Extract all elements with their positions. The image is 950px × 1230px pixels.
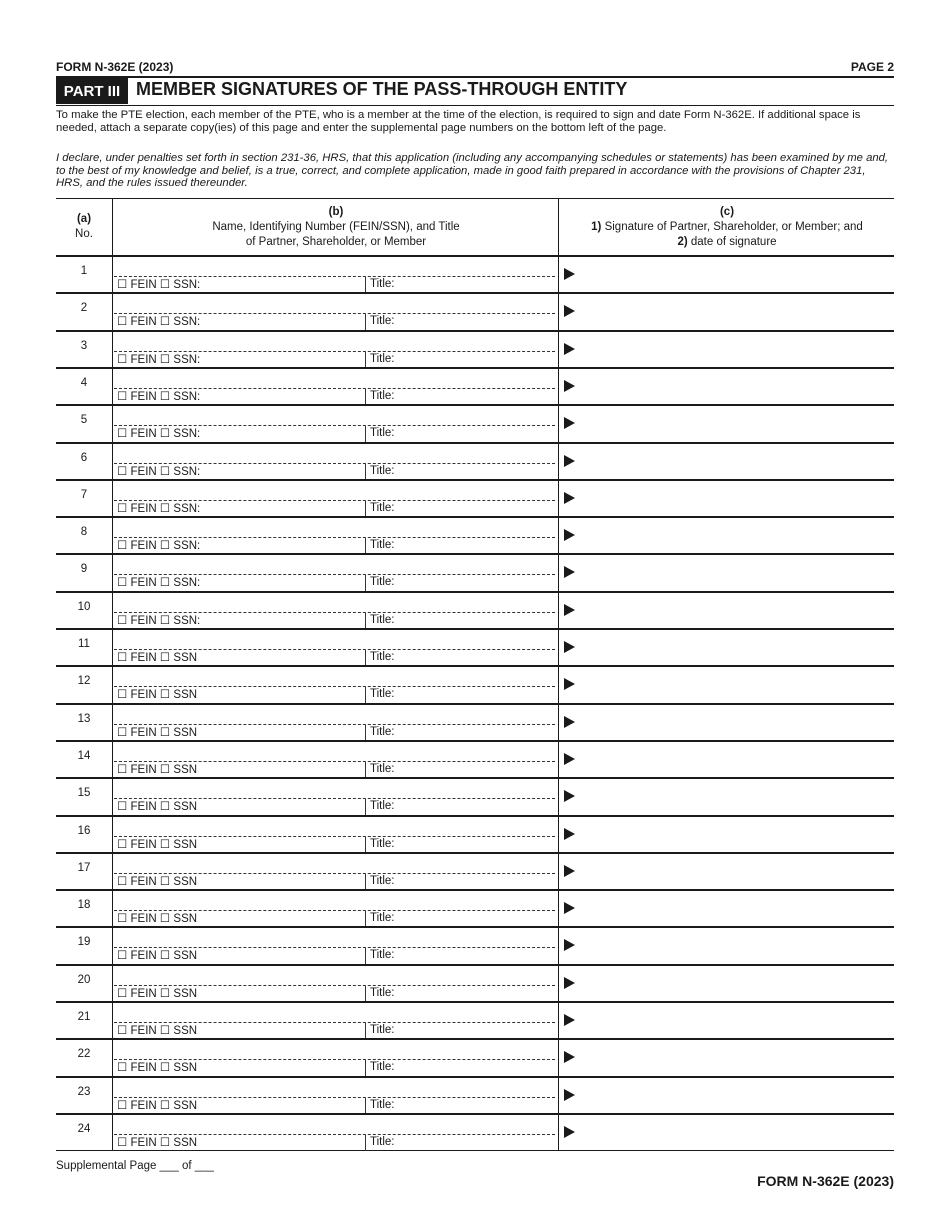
- id-title-divider: [365, 575, 366, 591]
- id-title-divider: [365, 1060, 366, 1076]
- fein-ssn-checkboxes[interactable]: ☐ FEIN ☐ SSN: [117, 838, 198, 851]
- row-number: 21: [77, 1011, 91, 1023]
- page-header: [56, 60, 894, 74]
- column-c-line2: 2) date of signature: [677, 235, 777, 248]
- column-header-b: [114, 199, 558, 255]
- signature-arrow-icon: [564, 343, 575, 355]
- table-row: [56, 479, 894, 516]
- row-number: 14: [77, 749, 91, 762]
- row-number: 13: [77, 712, 91, 725]
- title-field[interactable]: Title:: [370, 613, 395, 626]
- title-field[interactable]: Title:: [370, 1024, 395, 1036]
- signature-arrow-icon: [564, 417, 575, 429]
- signature-arrow-icon: [564, 604, 575, 616]
- column-b-line2: of Partner, Shareholder, or Member: [245, 235, 427, 248]
- title-field[interactable]: Title:: [370, 352, 395, 365]
- title-field[interactable]: Title:: [370, 725, 395, 738]
- header-rule: [56, 76, 894, 78]
- column-a-letter: (a): [76, 213, 92, 225]
- id-title-divider: [365, 762, 366, 778]
- fein-ssn-checkboxes[interactable]: ☐ FEIN ☐ SSN: [117, 763, 198, 776]
- title-field[interactable]: Title:: [370, 539, 395, 552]
- row-number: 1: [80, 265, 88, 277]
- id-title-divider: [365, 874, 366, 890]
- table-row: [56, 740, 894, 777]
- table-row: [56, 516, 894, 553]
- id-title-divider: [365, 389, 366, 405]
- table-row: [56, 330, 894, 367]
- title-field[interactable]: Title:: [370, 1061, 395, 1074]
- row-number: 6: [80, 451, 88, 464]
- fein-ssn-checkboxes[interactable]: ☐ FEIN ☐ SSN:: [117, 390, 201, 403]
- signature-arrow-icon: [564, 939, 575, 951]
- signature-arrow-icon: [564, 641, 575, 653]
- column-b-letter: (b): [328, 205, 344, 218]
- table-row: [56, 1113, 894, 1150]
- fein-ssn-checkboxes[interactable]: ☐ FEIN ☐ SSN: [117, 801, 198, 814]
- id-title-divider: [365, 501, 366, 517]
- signature-arrow-icon: [564, 380, 575, 392]
- signature-arrow-icon: [564, 529, 575, 541]
- row-number: 18: [77, 899, 91, 912]
- row-number: 5: [80, 414, 88, 427]
- signature-table: [56, 198, 894, 1151]
- id-title-divider: [365, 911, 366, 927]
- row-number: 8: [80, 526, 88, 539]
- fein-ssn-checkboxes[interactable]: ☐ FEIN ☐ SSN:: [117, 614, 201, 627]
- column-c-letter: (c): [719, 205, 735, 218]
- fein-ssn-checkboxes[interactable]: ☐ FEIN ☐ SSN:: [117, 279, 201, 291]
- signature-arrow-icon: [564, 977, 575, 989]
- signature-arrow-icon: [564, 1051, 575, 1063]
- title-field[interactable]: Title:: [370, 874, 395, 887]
- title-field[interactable]: Title:: [370, 278, 395, 290]
- footer-form-id: FORM N-362E (2023): [757, 1173, 894, 1189]
- signature-arrow-icon: [564, 305, 575, 317]
- row-number: 2: [80, 302, 88, 315]
- form-id: FORM N-362E (2023): [56, 60, 174, 74]
- fein-ssn-checkboxes[interactable]: ☐ FEIN ☐ SSN:: [117, 465, 201, 478]
- row-number: 24: [77, 1122, 91, 1135]
- fein-ssn-checkboxes[interactable]: ☐ FEIN ☐ SSN: [117, 1062, 198, 1075]
- table-row: [56, 852, 894, 889]
- fein-ssn-checkboxes[interactable]: ☐ FEIN ☐ SSN:: [117, 577, 201, 590]
- signature-arrow-icon: [564, 268, 575, 280]
- fein-ssn-checkboxes[interactable]: ☐ FEIN ☐ SSN: [117, 1099, 198, 1112]
- column-c-line1: 1) Signature of Partner, Shareholder, or Member; and: [591, 220, 863, 233]
- table-row: [56, 1001, 894, 1038]
- fein-ssn-checkboxes[interactable]: ☐ FEIN ☐ SSN: [117, 875, 198, 888]
- fein-ssn-checkboxes[interactable]: ☐ FEIN ☐ SSN: [117, 1025, 198, 1037]
- table-row: [56, 1076, 894, 1113]
- id-title-divider: [365, 426, 366, 442]
- id-title-divider: [365, 948, 366, 964]
- page-number: PAGE 2: [850, 60, 894, 74]
- fein-ssn-checkboxes[interactable]: ☐ FEIN ☐ SSN:: [117, 428, 201, 441]
- title-field[interactable]: Title:: [370, 949, 395, 962]
- id-title-divider: [365, 650, 366, 666]
- signature-arrow-icon: [564, 1126, 575, 1138]
- column-b-line1: Name, Identifying Number (FEIN/SSN), and Title: [212, 220, 460, 233]
- title-field[interactable]: Title:: [370, 1135, 395, 1148]
- table-row: [56, 553, 894, 590]
- id-title-divider: [365, 352, 366, 368]
- signature-arrow-icon: [564, 716, 575, 728]
- instructions-text: To make the PTE election, each member of the PTE, who is a member at the time of the election, is required to sign and date Form N-362E. If additional space is needed, attach a separate copy(ies) of this page and enter the supplemental page numbers on the bottom left of the page.: [56, 109, 861, 134]
- row-number: 12: [77, 675, 91, 688]
- fein-ssn-checkboxes[interactable]: ☐ FEIN ☐ SSN:: [117, 316, 201, 329]
- id-title-divider: [365, 986, 366, 1002]
- signature-arrow-icon: [564, 455, 575, 467]
- fein-ssn-checkboxes[interactable]: ☐ FEIN ☐ SSN: [117, 950, 198, 963]
- fein-ssn-checkboxes[interactable]: ☐ FEIN ☐ SSN: [117, 726, 198, 739]
- title-field[interactable]: Title:: [370, 688, 395, 701]
- fein-ssn-checkboxes[interactable]: ☐ FEIN ☐ SSN:: [117, 540, 201, 553]
- part-label: PART III: [56, 78, 128, 104]
- title-field[interactable]: Title:: [370, 501, 395, 514]
- signature-arrow-icon: [564, 1014, 575, 1026]
- fein-ssn-checkboxes[interactable]: ☐ FEIN ☐ SSN: [117, 689, 198, 702]
- title-field[interactable]: Title:: [370, 389, 395, 402]
- table-row: [56, 255, 894, 292]
- title-field[interactable]: Title:: [370, 576, 395, 589]
- table-row: [56, 815, 894, 852]
- title-field[interactable]: Title:: [370, 651, 395, 663]
- signature-arrow-icon: [564, 753, 575, 765]
- row-number: 9: [80, 563, 88, 576]
- id-title-divider: [365, 837, 366, 853]
- table-row: [56, 628, 894, 665]
- row-number: 20: [77, 973, 91, 986]
- table-row: [56, 889, 894, 926]
- title-field[interactable]: Title:: [370, 464, 395, 477]
- table-row: [56, 703, 894, 740]
- id-title-divider: [365, 687, 366, 703]
- row-number: 11: [78, 638, 90, 650]
- table-row: [56, 1038, 894, 1075]
- table-row: [56, 665, 894, 702]
- part-title: MEMBER SIGNATURES OF THE PASS-THROUGH ENTITY: [136, 79, 628, 99]
- declaration-text: I declare, under penalties set forth in section 231-36, HRS, that this application (including any accompanying schedules or statements) has been examined by me and, to the best of my knowledge and belief, is a true, correct, and complete application, made in good faith prepared in accordance with the provisions of Chapter 231, HRS, and the rules issued thereunder.: [56, 152, 889, 189]
- column-a-label: No.: [75, 228, 93, 240]
- id-title-divider: [365, 538, 366, 554]
- fein-ssn-checkboxes[interactable]: ☐ FEIN ☐ SSN:: [117, 502, 201, 515]
- table-row: [56, 404, 894, 441]
- row-number: 15: [77, 787, 91, 800]
- id-title-divider: [365, 799, 366, 815]
- row-number: 23: [77, 1085, 91, 1098]
- row-number: 22: [77, 1048, 91, 1061]
- table-row: [56, 964, 894, 1001]
- row-number: 10: [77, 600, 91, 613]
- signature-arrow-icon: [564, 790, 575, 802]
- signature-arrow-icon: [564, 1089, 575, 1101]
- title-field[interactable]: Title:: [370, 986, 395, 999]
- table-row: [56, 926, 894, 963]
- id-title-divider: [365, 314, 366, 330]
- row-number: 4: [80, 376, 88, 389]
- fein-ssn-checkboxes[interactable]: ☐ FEIN ☐ SSN:: [117, 353, 201, 366]
- column-header-c: [560, 199, 894, 255]
- row-number: 19: [77, 936, 91, 949]
- fein-ssn-checkboxes[interactable]: ☐ FEIN ☐ SSN: [117, 1136, 198, 1149]
- signature-arrow-icon: [564, 902, 575, 914]
- title-field[interactable]: Title:: [370, 315, 395, 328]
- title-field[interactable]: Title:: [370, 427, 395, 440]
- row-number: 7: [80, 488, 88, 501]
- title-field[interactable]: Title:: [370, 912, 395, 925]
- table-row: [56, 292, 894, 329]
- table-row: [56, 442, 894, 479]
- title-field[interactable]: Title:: [370, 1098, 395, 1111]
- table-row: [56, 591, 894, 628]
- id-title-divider: [365, 1098, 366, 1114]
- title-field[interactable]: Title:: [370, 800, 395, 813]
- id-title-divider: [365, 1135, 366, 1151]
- fein-ssn-checkboxes[interactable]: ☐ FEIN ☐ SSN: [117, 913, 198, 926]
- fein-ssn-checkboxes[interactable]: ☐ FEIN ☐ SSN: [117, 987, 198, 1000]
- id-title-divider: [365, 613, 366, 629]
- id-title-divider: [365, 277, 366, 293]
- part-rule: [56, 105, 894, 106]
- signature-arrow-icon: [564, 678, 575, 690]
- signature-arrow-icon: [564, 492, 575, 504]
- row-number: 16: [77, 824, 91, 837]
- column-header-a: [56, 199, 112, 255]
- row-number: 17: [77, 861, 91, 874]
- fein-ssn-checkboxes[interactable]: ☐ FEIN ☐ SSN: [117, 652, 198, 664]
- row-number: 3: [80, 339, 88, 352]
- title-field[interactable]: Title:: [370, 762, 395, 775]
- id-title-divider: [365, 725, 366, 741]
- title-field[interactable]: Title:: [370, 837, 395, 850]
- table-row: [56, 367, 894, 404]
- signature-arrow-icon: [564, 828, 575, 840]
- table-row: [56, 777, 894, 814]
- supplemental-page[interactable]: Supplemental Page ___ of ___: [56, 1160, 214, 1172]
- signature-arrow-icon: [564, 865, 575, 877]
- signature-arrow-icon: [564, 566, 575, 578]
- id-title-divider: [365, 1023, 366, 1039]
- id-title-divider: [365, 464, 366, 480]
